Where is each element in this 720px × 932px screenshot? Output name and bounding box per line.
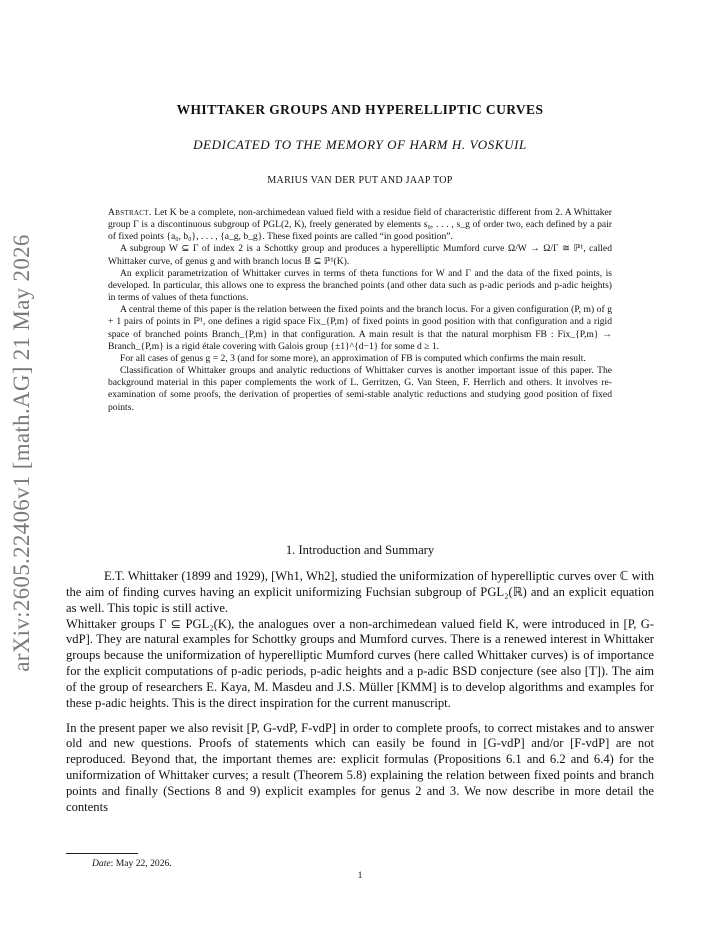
arxiv-sidebar (2, 234, 42, 672)
page-number: 1 (357, 870, 363, 881)
body-text (66, 569, 654, 816)
abstract-paragraph: Classification of Whittaker groups and analytic reductions of Whittaker curves is another important issue of this paper. The background material in this paper complements the work of L. Gerritzen, G. Van Steen, F. Herrlich and others. It involves re-examination of some proofs, the derivation of properties of semi-stable analytic reductions and studying good position of fixed points. (108, 365, 612, 413)
footnote-rule (66, 853, 138, 854)
body-paragraph: E.T. Whittaker (1899 and 1929), [Wh1, Wh2], studied the uniformization of hyperelliptic curves over ℂ with the aim of finding curves having an explicit uniformizing Fuchsian subgroup of PGL₂(ℝ) and an explicit equation as well. This topic is still active. (66, 569, 654, 615)
footnote-text: : May 22, 2026. (110, 858, 172, 869)
abstract-paragraph: For all cases of genus g = 2, 3 (and for some more), an approximation of FB is computed which confirms the main result. (120, 352, 586, 364)
arxiv-identifier: arXiv:2605.22406v1 [math.AG] 21 May 2026 (9, 234, 34, 672)
paper-title: WHITTAKER GROUPS AND HYPERELLIPTIC CURVES (176, 102, 544, 117)
footnote (92, 858, 172, 869)
abstract-paragraph: A central theme of this paper is the relation between the fixed points and the branch locus. For a given configuration (P, m) of g + 1 pairs of points in ℙ¹, one defines a rigid space Fix_{P,m} of fixed points in good position with that configuration and a rigid space of branched points Branch_{P,m} in that configuration. A main result is that the natural morphism FB : Fix_{P,m} → Branch_{P,m} is a rigid étale covering with Galois group {±1}^{d−1} for some d ≥ 1. (108, 304, 612, 352)
abstract-paragraph: An explicit parametrization of Whittaker curves in terms of theta functions for W and Γ and the data of the fixed points, is developed. In particular, this allows one to express the branched points (and other data such as p-adic periods and p-adic heights) in terms of values of theta functions. (108, 267, 612, 304)
paper-authors: MARIUS VAN DER PUT AND JAAP TOP (267, 175, 453, 186)
body-paragraph: Whittaker groups Γ ⊆ PGL₂(K), the analogues over a non-archimedean valued field K, were introduced in [P, G-vdP]. They are natural examples for Schottky groups and Mumford curves. There is a renewed interest in Whittaker groups because the uniformization of hyperelliptic Mumford curves (here called Whittaker curves) is of importance for the explicit computations of p-adic periods, p-adic heights and a p-adic BSD conjecture (see also [T]). The aim of the group of researchers E. Kaya, M. Masdeu and J.S. Müller [KMM] is to develop algorithms and examples for these p-adic heights. This is the direct inspiration for the current manuscript. (66, 616, 654, 710)
abstract-label: Abstract. (108, 207, 152, 218)
paper-dedication: DEDICATED TO THE MEMORY OF HARM H. VOSKUIL (193, 137, 527, 152)
footnote-label: Date (92, 858, 111, 869)
section-heading: 1. Introduction and Summary (285, 543, 435, 557)
abstract-paragraph (108, 207, 612, 243)
abstract-paragraph: A subgroup W ⊆ Γ of index 2 is a Schottky group and produces a hyperelliptic Mumford curve Ω/W → Ω/Γ ≅ ℙ¹, called Whittaker curve, of genus g and with branch locus 𝔹 ⊆ ℙ¹(K). (108, 243, 612, 267)
abstract (108, 207, 612, 414)
abstract-paragraph-text: Let K be a complete, non-archimedean valued field with a residue field of characteristic different from 2. A Whittaker group Γ is a discontinuous subgroup of PGL(2, K), freely generated by elements s₀, . . . , s_g of order two, each defined by a pair of fixed points {a₀, b₀}, . . . , {a_g, b_g}. These fixed points are called “in good position”. (108, 207, 612, 243)
body-paragraph: In the present paper we also revisit [P, G-vdP, F-vdP] in order to complete proofs, to correct mistakes and to answer old and new questions. Proofs of statements which can easily be found in [G-vdP] and/or [F-vdP] are not reproduced. Beyond that, the important themes are: explicit formulas (Propositions 6.1 and 6.2 and 6.4) for the uniformization of Whittaker curves; a result (Theorem 5.8) explaining the relation between fixed points and branch points and finally (Sections 8 and 9) explicit examples for genus 2 and 3. We now describe in more detail the contents (66, 720, 654, 814)
